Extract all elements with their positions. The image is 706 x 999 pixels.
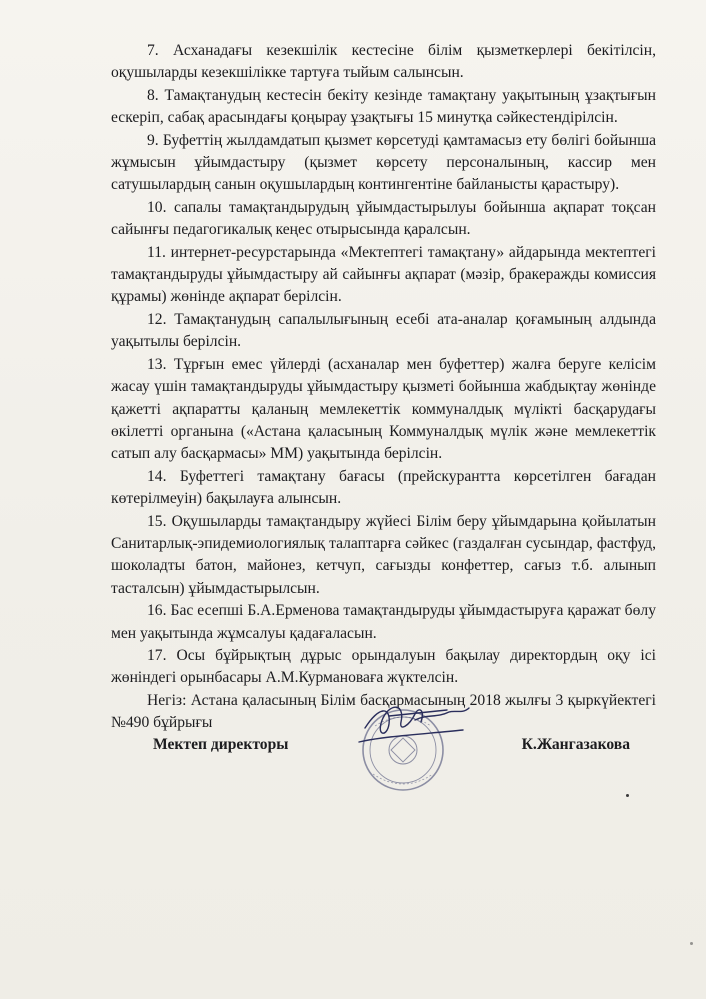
ink-speck <box>690 942 693 945</box>
paragraph-12: 12. Тамақтанудың сапалылығының есебі ата-аналар қоғамының алдында уақытылы берілсін. <box>111 310 656 351</box>
signatory-title: Мектеп директоры <box>153 736 289 753</box>
paragraph-14: 14. Буфеттегі тамақтану бағасы (прейскурантта көрсетілген бағадан көтерілмеуін) бақылауға алынсын. <box>111 467 656 508</box>
paragraph-16: 16. Бас есепші Б.А.Ерменова тамақтандыруды ұйымдастыруға қаражат бөлу мен уақытында жұмсалуы қадағаласын. <box>111 602 656 642</box>
paragraph-9: 9. Буфеттің жылдамдатып қызмет көрсетуді қамтамасыз ету бөлігі бойынша жұмысын ұйымдастыру (қызмет көрсету персоналының, кассир мен сатушылардың санын оқушылардың контингентіне байланысты қарастыру). <box>111 131 656 194</box>
paragraph-17: 17. Осы бұйрықтың дұрыс орындалуын бақылау директордың оқу ісі жөніндегі орынбасары А.М.Курмановаға жүктелсін. <box>111 646 656 687</box>
order-body <box>111 40 656 735</box>
paragraph-7: 7. Асханадағы кезекшілік кестесіне білім қызметкерлері бекітілсін, оқушыларды кезекшілікке тартуға тыйым салынсын. <box>111 42 656 82</box>
paragraph-8: 8. Тамақтанудың кестесін бекіту кезінде тамақтану уақытының ұзақтығын ескеріп, сабақ арасындағы қоңырау ұзақтығы 15 минутқа сәйкестендірілсін. <box>111 86 656 127</box>
basis-paragraph: Негіз: Астана қаласының Білім басқармасының 2018 жылғы 3 қыркүйектегі №490 бұйрығы <box>111 691 656 732</box>
stamp-and-signature <box>345 696 475 796</box>
signature-block <box>111 712 656 802</box>
signatory-name: К.Жангазакова <box>521 736 630 753</box>
paragraph-10: 10. сапалы тамақтандырудың ұйымдастырылуы бойынша ақпарат тоқсан сайынғы педагогикалық кеңес отырысында қаралсын. <box>111 198 656 239</box>
paragraph-13: 13. Тұрғын емес үйлерді (асханалар мен буфеттер) жалға беруге келісім жасау үшін тамақтандыруды ұйымдастыру қызметі бойынша жабдықтау жөнінде қажетті ақпаратты қаланың мемлекеттік коммуналдық мүлікті басқарудағы өкілетті органына («Астана қаласының Коммуналдық мүлік және мемлекеттік сатып алу басқармасы» ММ) уақытында берілсін. <box>111 355 656 463</box>
paragraph-11: 11. интернет-ресурстарында «Мектептегі тамақтану» айдарында мектептегі тамақтандыруды ұйымдастыру ай сайынғы ақпарат (мәзір, бракеражды комиссия құрамы) жөнінде ақпарат берілсін. <box>111 243 656 306</box>
paragraph-15: 15. Оқушыларды тамақтандыру жүйесі Білім беру ұйымдарына қойылатын Санитарлық-эпидемиологиялық талаптарға сәйкес (газдалған сусындар, фастфуд, шоколадты батон, майонез, кетчуп, сағызды конфеттер, сағыз т.б. алынып тасталсын) ұйымдастырылсын. <box>111 512 656 597</box>
ink-speck <box>626 794 629 797</box>
